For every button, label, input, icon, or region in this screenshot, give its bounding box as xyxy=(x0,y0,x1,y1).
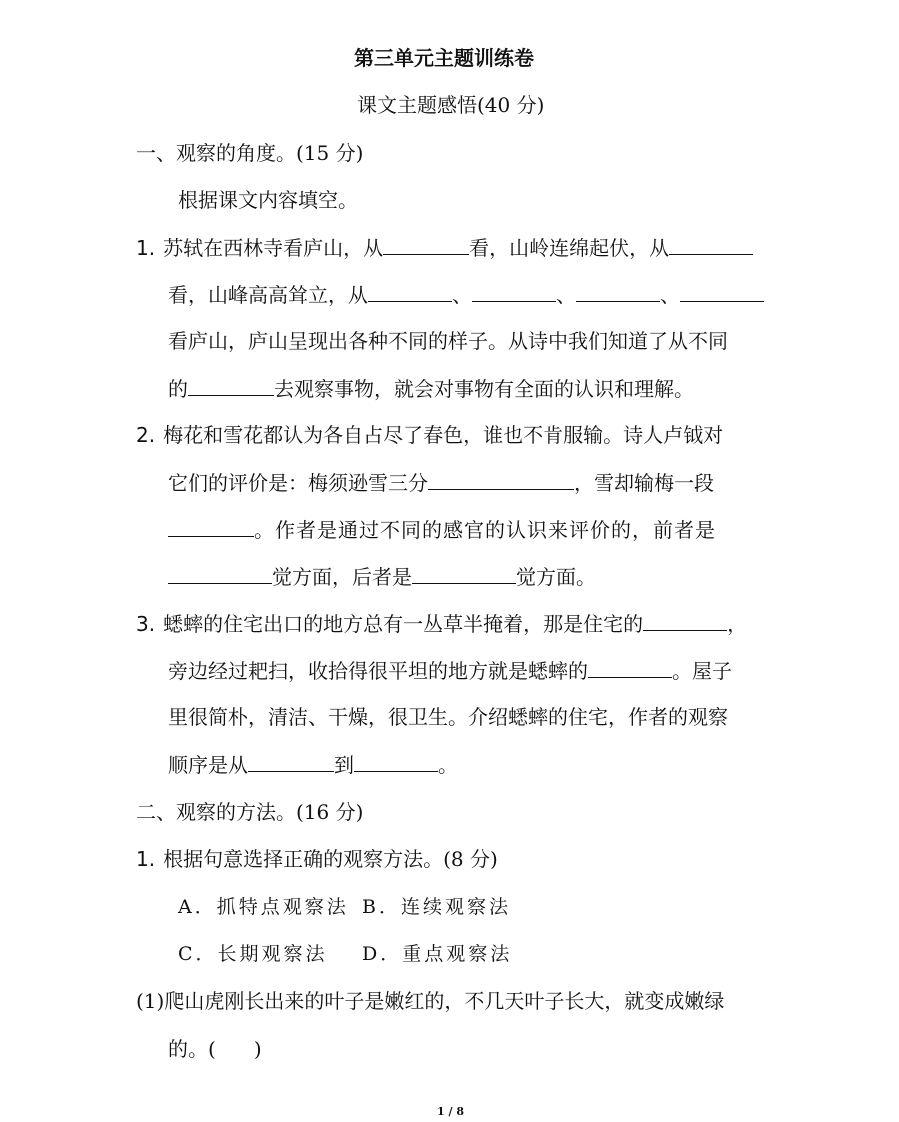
question-2-line-3 xyxy=(168,516,716,543)
answer-blank[interactable] xyxy=(412,563,516,584)
answer-blank[interactable] xyxy=(588,657,672,678)
answer-blank[interactable] xyxy=(248,751,334,772)
text-segment: ) xyxy=(253,1037,262,1061)
text-segment: 。 xyxy=(438,753,458,777)
answer-blank[interactable] xyxy=(168,516,254,537)
question-3-line-2 xyxy=(168,657,732,684)
answer-blank[interactable] xyxy=(188,375,274,396)
section-1-title: 一、观察的角度。 xyxy=(136,141,296,165)
question-number: 1. xyxy=(136,847,156,871)
answer-blank[interactable] xyxy=(428,469,574,490)
option-a: A．抓特点观察法 xyxy=(178,896,349,918)
question-number: 1. xyxy=(136,236,156,260)
section-1-heading xyxy=(136,140,363,166)
answer-blank[interactable] xyxy=(472,281,556,302)
answer-blank[interactable] xyxy=(383,234,469,255)
answer-blank[interactable] xyxy=(576,281,660,302)
answer-blank[interactable] xyxy=(368,281,452,302)
question-1-line-2 xyxy=(168,281,764,308)
text-segment: 它们的评价是：梅须逊雪三分 xyxy=(168,471,428,495)
text-segment: 觉方面，后者是 xyxy=(272,565,412,589)
sub-question-1-line-1: (1)爬山虎刚长出来的叶子是嫩红的，不几天叶子长大，就变成嫩绿 xyxy=(136,989,725,1013)
question-3-line-3: 里很简朴，清洁、干燥，很卫生。介绍蟋蟀的住宅，作者的观察 xyxy=(168,705,728,729)
section-2-title: 二、观察的方法。 xyxy=(136,800,296,824)
text-segment: 看，山岭连绵起伏，从 xyxy=(469,236,670,260)
separator: 、 xyxy=(452,283,472,307)
text-segment: 的 xyxy=(168,377,188,401)
text-segment: 旁边经过耙扫，收拾得很平坦的地方就是蟋蟀的 xyxy=(168,659,588,683)
text-segment: 到 xyxy=(334,753,354,777)
question-3-line-1 xyxy=(136,610,747,637)
text-segment: 觉方面。 xyxy=(516,565,596,589)
section-1-instruction: 根据课文内容填空。 xyxy=(178,188,358,212)
question-2-line-4 xyxy=(168,563,596,590)
option-d: D．重点观察法 xyxy=(362,943,513,965)
separator: 、 xyxy=(556,283,576,307)
question-2-line-2 xyxy=(168,469,714,496)
option-c: C．长期观察法 xyxy=(178,943,328,965)
separator: 、 xyxy=(660,283,680,307)
answer-blank[interactable] xyxy=(669,234,753,255)
answer-blank[interactable] xyxy=(680,281,764,302)
section-2-heading xyxy=(136,799,363,825)
text-segment: 的。( xyxy=(168,1037,216,1061)
text-segment: 看，山峰高高耸立，从 xyxy=(168,283,368,307)
section-2-question-1 xyxy=(136,846,498,872)
text-segment: 苏轼在西林寺看庐山，从 xyxy=(163,236,384,260)
text-segment: 顺序是从 xyxy=(168,753,248,777)
text-segment: 蟋蟀的住宅出口的地方总有一丛草半掩着，那是住宅的 xyxy=(163,612,644,636)
option-b: B．连续观察法 xyxy=(362,896,511,918)
document-subtitle: 课文主题感悟(40 分) xyxy=(357,93,545,117)
text-segment: 去观察事物，就会对事物有全面的认识和理解。 xyxy=(274,377,694,401)
question-number: 2. xyxy=(136,423,156,447)
answer-blank[interactable] xyxy=(168,563,272,584)
question-1-line-3: 看庐山，庐山呈现出各种不同的样子。从诗中我们知道了从不同 xyxy=(168,329,728,353)
question-1-line-4 xyxy=(168,375,694,402)
document-title: 第三单元主题训练卷 xyxy=(354,46,534,70)
sub-question-1-line-2 xyxy=(168,1036,262,1062)
text-segment: 。作者是通过不同的感官的认识来评价的，前者是 xyxy=(254,518,716,542)
text-segment: 根据句意选择正确的观察方法。(8 分) xyxy=(163,847,498,871)
text-segment: ，雪却输梅一段 xyxy=(574,471,714,495)
answer-blank[interactable] xyxy=(643,610,727,631)
question-1-line-1 xyxy=(136,234,753,261)
answer-blank[interactable] xyxy=(354,751,438,772)
question-3-line-4 xyxy=(168,751,458,778)
page-number: 1 / 8 xyxy=(437,1105,464,1118)
text-segment: 梅花和雪花都认为各自占尽了春色，谁也不肯服输。诗人卢钺对 xyxy=(163,423,724,447)
question-number: 3. xyxy=(136,612,156,636)
text-segment: 。屋子 xyxy=(672,659,732,683)
section-1-score: (15 分) xyxy=(296,141,364,165)
text-segment: ， xyxy=(727,612,748,636)
section-2-score: (16 分) xyxy=(296,800,364,824)
question-2-line-1 xyxy=(136,422,723,448)
